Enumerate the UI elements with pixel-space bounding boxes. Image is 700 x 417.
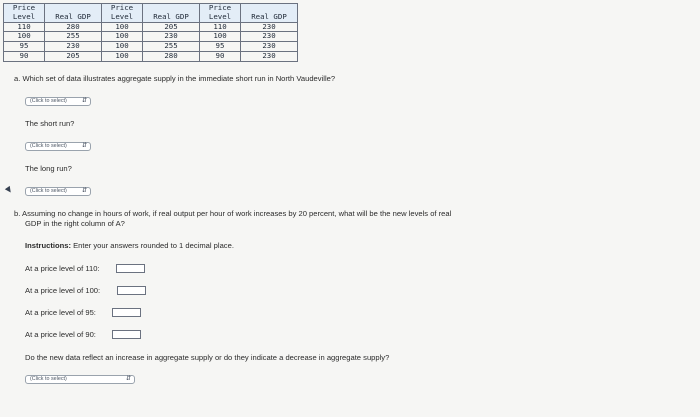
part-b-question-line2: GDP in the right column of A?: [25, 219, 125, 228]
long-run-question: The long run?: [25, 164, 72, 173]
table-cell: 90: [200, 51, 241, 61]
table-row: [4, 42, 298, 52]
table-cell: 100: [200, 32, 241, 42]
chevron-updown-icon: ⇵: [81, 98, 87, 104]
instructions: [25, 241, 234, 250]
table-row: [4, 51, 298, 61]
table-row: [4, 32, 298, 42]
select-label: (Click to select): [30, 143, 67, 149]
long-run-select[interactable]: [25, 187, 91, 196]
col-real-gdp-3: Real GDP: [241, 4, 298, 23]
table-cell: 230: [241, 42, 298, 52]
supply-change-select[interactable]: [25, 375, 135, 384]
gdp-90-input[interactable]: [112, 330, 141, 339]
table-cell: 230: [45, 42, 102, 52]
table-cell: 100: [102, 51, 143, 61]
col-price-level-1: Price Level: [4, 4, 45, 23]
table-row: [4, 22, 298, 32]
table-cell: 230: [241, 51, 298, 61]
mouse-pointer-icon: [5, 186, 13, 194]
chevron-updown-icon: ⇵: [81, 188, 87, 194]
immediate-short-run-select[interactable]: [25, 97, 91, 106]
table-cell: 230: [241, 32, 298, 42]
chevron-updown-icon: ⇵: [81, 143, 87, 149]
instructions-label: Instructions:: [25, 241, 71, 250]
short-run-question: The short run?: [25, 119, 75, 128]
col-real-gdp-1: Real GDP: [45, 4, 102, 23]
table-cell: 95: [4, 42, 45, 52]
chevron-updown-icon: ⇵: [125, 376, 131, 382]
part-b-question-line1: b. Assuming no change in hours of work, if real output per hour of work increases by 20 percent, what will be the new levels of real: [14, 209, 452, 218]
col-price-level-3: Price Level: [200, 4, 241, 23]
select-label: (Click to select): [30, 98, 67, 104]
table-cell: 230: [241, 22, 298, 32]
price-110-label: At a price level of 110:: [25, 264, 100, 273]
instructions-text: Enter your answers rounded to 1 decimal place.: [71, 241, 234, 250]
short-run-select[interactable]: [25, 142, 91, 151]
table-cell: 205: [45, 51, 102, 61]
table-cell: 100: [102, 42, 143, 52]
col-real-gdp-2: Real GDP: [143, 4, 200, 23]
table-cell: 100: [4, 32, 45, 42]
gdp-100-input[interactable]: [117, 286, 146, 295]
table-cell: 110: [200, 22, 241, 32]
table-cell: 280: [45, 22, 102, 32]
table-cell: 90: [4, 51, 45, 61]
data-table: [3, 3, 298, 62]
table-cell: 280: [143, 51, 200, 61]
gdp-110-input[interactable]: [116, 264, 145, 273]
table-cell: 255: [45, 32, 102, 42]
table-cell: 100: [102, 22, 143, 32]
followup-question: Do the new data reflect an increase in aggregate supply or do they indicate a decrease in aggregate supply?: [25, 353, 390, 362]
select-label: (Click to select): [30, 188, 67, 194]
table-header-row: [4, 4, 298, 23]
table-cell: 100: [102, 32, 143, 42]
table-cell: 255: [143, 42, 200, 52]
select-label: (Click to select): [30, 376, 67, 382]
gdp-95-input[interactable]: [112, 308, 141, 317]
table-cell: 110: [4, 22, 45, 32]
table-cell: 230: [143, 32, 200, 42]
part-a-question: a. Which set of data illustrates aggregate supply in the immediate short run in North Vaudeville?: [14, 74, 336, 83]
table-cell: 95: [200, 42, 241, 52]
price-90-label: At a price level of 90:: [25, 330, 96, 339]
price-100-label: At a price level of 100:: [25, 286, 101, 295]
table-cell: 205: [143, 22, 200, 32]
col-price-level-2: Price Level: [102, 4, 143, 23]
price-95-label: At a price level of 95:: [25, 308, 96, 317]
